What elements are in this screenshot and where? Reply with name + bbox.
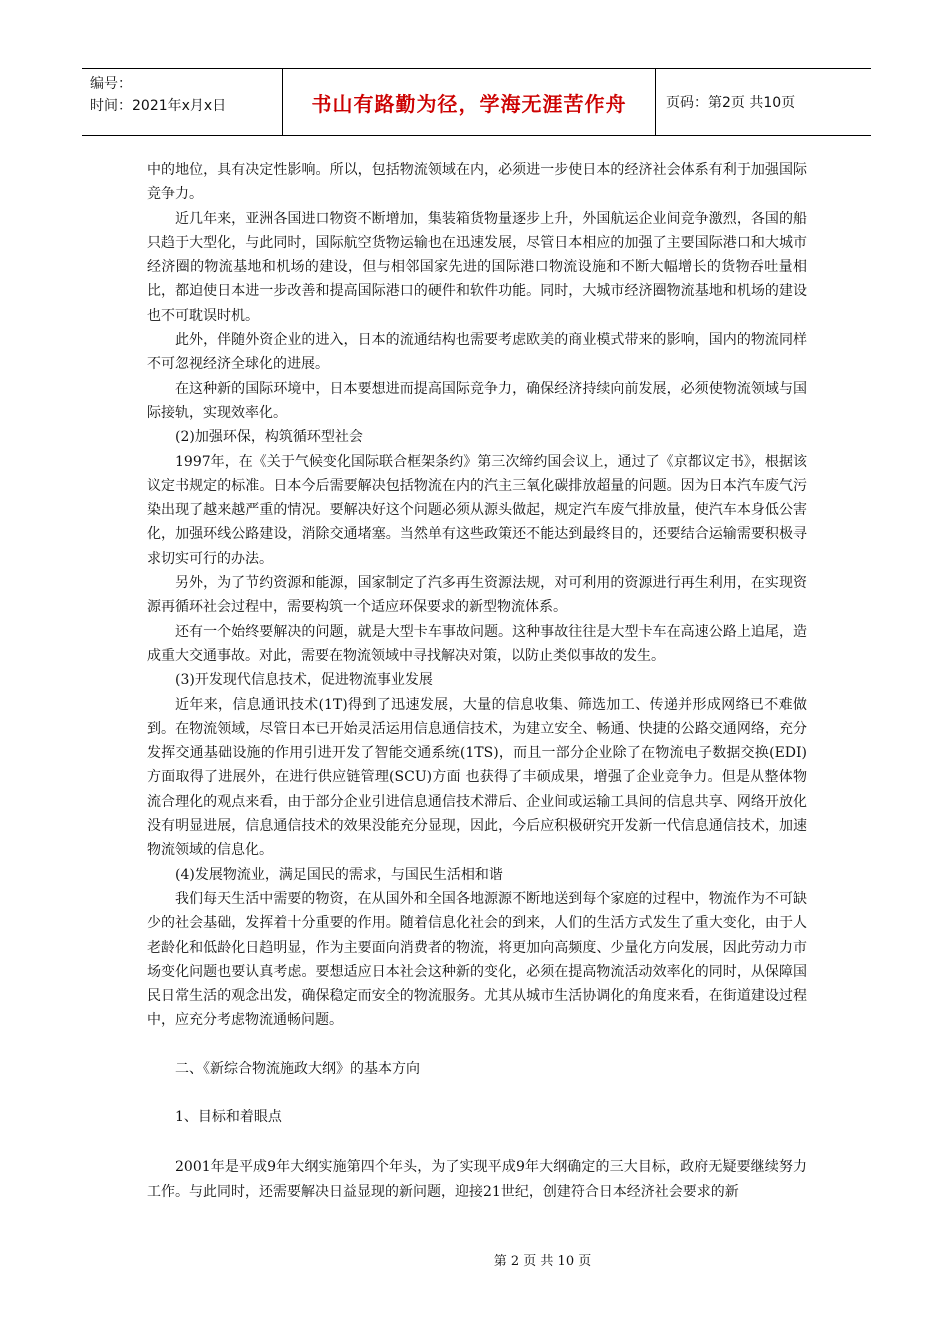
body-paragraph: 中的地位，具有决定性影响。所以，包括物流领域在内，必须进一步使日本的经济社会体系有利于加强国际竞争力。 (147, 162, 807, 203)
page-footer: 第 2 页 共 10 页 (493, 1254, 592, 1269)
chapter-heading: 二、《新综合物流施政大纲》的基本方向 (175, 1060, 420, 1077)
subchapter-heading: 1、目标和着眼点 (175, 1108, 282, 1125)
body-paragraph: 近年来，信息通讯技术(1T)得到了迅速发展，大量的信息收集、筛选加工、传递并形成网络已不难做到。在物流领域，尽管日本已开始灵活运用信息通信技术，为建立安全、畅通、快捷的公路交通网络，充分发挥交通基础设施的作用引进开发了智能交通系统(1TS)，而且一部分企业除了在物流电子数据交换(EDI)方面取得了进展外，在进行供应链管理(SCU)方面 也获得了丰硕成果，增强了企业竞争力。但是从整体物流合理化的观点来看，由于部分企业引进信息通信技术滞后、企业间或运输工具间的信息共享、网络开放化没有明显进展，信息通信技术的效果没能充分显现，因此，今后应积极研究开发新一代信息通信技术，加速物流领域的信息化。 (147, 696, 807, 859)
body-paragraph: 我们每天生活中需要的物资，在从国外和全国各地源源不断地送到每个家庭的过程中，物流作为不可缺少的社会基础，发挥着十分重要的作用。随着信息化社会的到来，人们的生活方式发生了重大变化，由于人老龄化和低龄化日趋明显，作为主要面向消费者的物流，将更加向高频度、少量化方向发展，因此劳动力市场变化问题也要认真考虑。要想适应日本社会这种新的变化，必须在提高物流活动效率化的同时，从保障国民日常生活的观念出发，确保稳定而安全的物流服务。尤其从城市生活协调化的角度来看，在街道建设过程中，应充分考虑物流通畅问题。 (147, 890, 807, 1029)
header-motto: 书山有路勤为径，学海无涯苦作舟 (283, 69, 656, 135)
body-paragraph: 还有一个始终要解决的问题，就是大型卡车事故问题。这种事故往往是大型卡车在高速公路上追尾，造成重大交通事故。对此，需要在物流领域中寻找解决对策，以防止类似事故的发生。 (147, 623, 807, 664)
document-time-label: 时间：2021年x月x日 (90, 98, 227, 114)
body-paragraph: 另外，为了节约资源和能源，国家制定了汽多再生资源法规，对可利用的资源进行再生利用，在实现资源再循环社会过程中，需要构筑一个适应环保要求的新型物流体系。 (147, 575, 807, 616)
section-heading: (2)加强环保，构筑循环型社会 (175, 429, 363, 446)
body-paragraph: 1997年，在《关于气候变化国际联合框架条约》第三次缔约国会议上，通过了《京都议定书》，根据该议定书规定的标准。日本今后需要解决包括物流在内的汽主三氧化碳排放超量的问题。因为日本汽车废气污染出现了越来越严重的情况。要解决好这个问题必须从源头做起，规定汽车废气排放量，使汽车本身低公害化，加强环线公路建设，消除交通堵塞。当然单有这些政策还不能达到最终目的，还要结合运输需要积极寻求切实可行的办法。 (147, 453, 807, 567)
page-header (82, 68, 871, 136)
header-meta-cell (82, 69, 283, 135)
header-page-info: 页码：第2页 共10页 (666, 95, 796, 111)
body-paragraph: 近几年来，亚洲各国进口物资不断增加，集装箱货物量逐步上升，外国航运企业间竞争激烈，各国的船只趋于大型化，与此同时，国际航空货物运输也在迅速发展，尽管日本相应的加强了主要国际港口和大城市经济圈的物流基地和机场的建设，但与相邻国家先进的国际港口物流设施和不断大幅增长的货物吞吐量相比，都迫使日本进一步改善和提高国际港口的硬件和软件功能。同时，大城市经济圈物流基地和机场的建设也不可耽误时机。 (147, 210, 807, 324)
body-paragraph: 此外，伴随外资企业的进入，日本的流通结构也需要考虑欧美的商业模式带来的影响，国内的物流同样不可忽视经济全球化的进展。 (147, 332, 807, 373)
document-body (147, 158, 807, 1204)
document-id-label: 编号： (90, 76, 132, 92)
body-paragraph: 在这种新的国际环境中，日本要想进而提高国际竞争力，确保经济持续向前发展，必须使物流领域与国际接轨，实现效率化。 (147, 380, 807, 421)
section-heading: (3)开发现代信息技术，促进物流事业发展 (175, 672, 433, 689)
body-paragraph: 2001年是平成9年大纲实施第四个年头，为了实现平成9年大纲确定的三大目标，政府无疑要继续努力工作。与此同时，还需要解决日益显现的新问题，迎接21世纪，创建符合日本经济社会要求的新 (147, 1159, 807, 1200)
section-heading: (4)发展物流业，满足国民的需求，与国民生活相和谐 (175, 866, 503, 883)
